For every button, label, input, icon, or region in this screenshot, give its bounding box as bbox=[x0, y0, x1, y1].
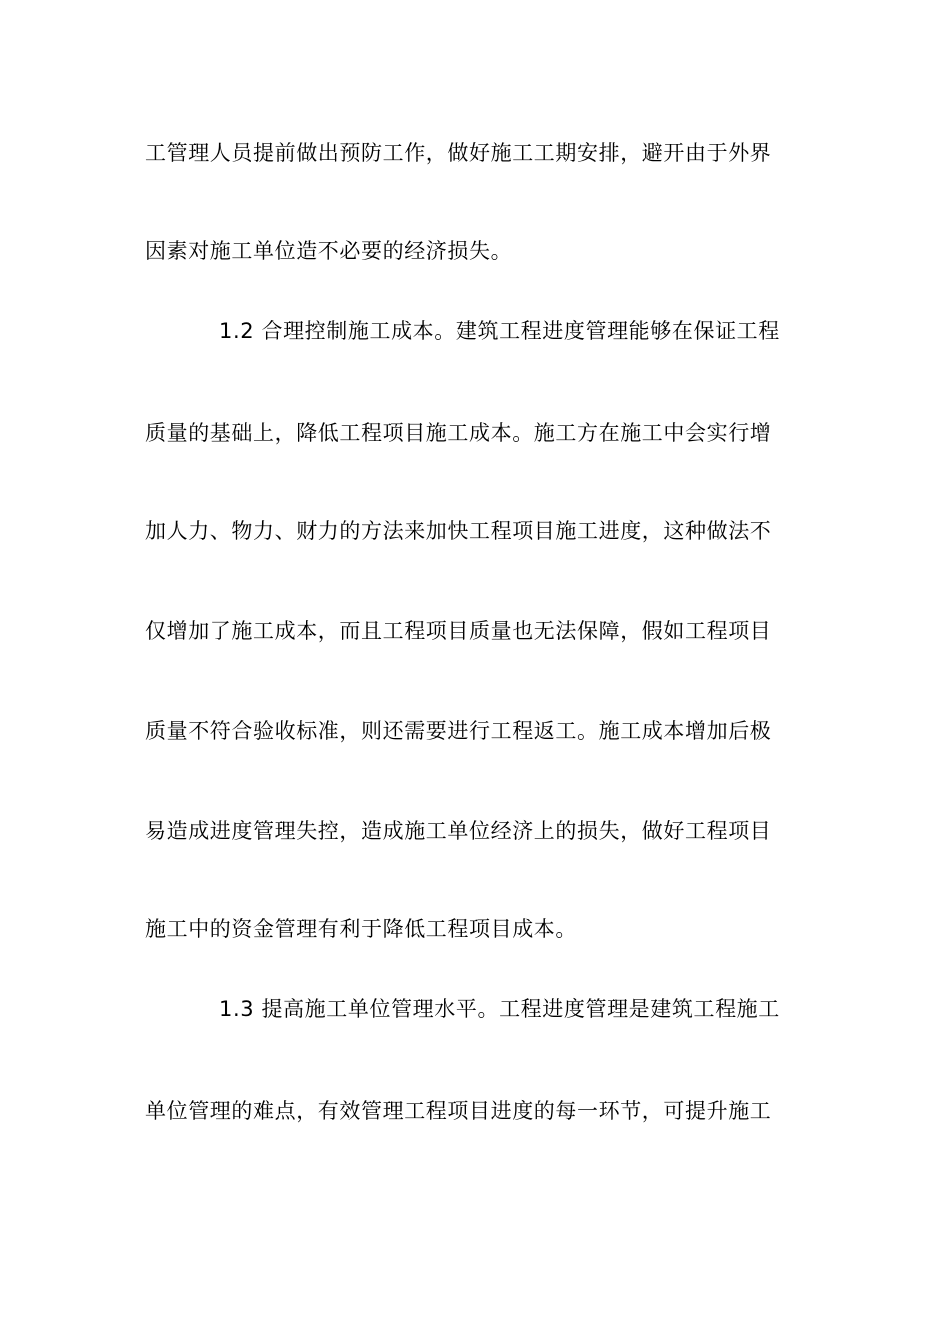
paragraph-line: 仅增加了施工成本，而且工程项目质量也无法保障，假如工程项目 bbox=[145, 619, 772, 643]
paragraph-line: 加人力、物力、财力的方法来加快工程项目施工进度，这种做法不 bbox=[145, 519, 772, 543]
paragraph-line: 质量不符合验收标准，则还需要进行工程返工。施工成本增加后极 bbox=[145, 719, 772, 743]
paragraph-line: 单位管理的难点，有效管理工程项目进度的每一环节，可提升施工 bbox=[145, 1099, 772, 1123]
paragraph-line: 工管理人员提前做出预防工作，做好施工工期安排，避开由于外界 bbox=[145, 141, 772, 165]
paragraph-line: 易造成进度管理失控，造成施工单位经济上的损失，做好工程项目 bbox=[145, 819, 772, 843]
section-heading-line: 1.3 提高施工单位管理水平。工程进度管理是建筑工程施工 bbox=[219, 997, 780, 1021]
paragraph-line: 施工中的资金管理有利于降低工程项目成本。 bbox=[145, 917, 577, 941]
paragraph-line: 因素对施工单位造不必要的经济损失。 bbox=[145, 239, 513, 263]
paragraph-line: 质量的基础上，降低工程项目施工成本。施工方在施工中会实行增 bbox=[145, 421, 772, 445]
section-heading-line: 1.2 合理控制施工成本。建筑工程进度管理能够在保证工程 bbox=[219, 319, 780, 343]
